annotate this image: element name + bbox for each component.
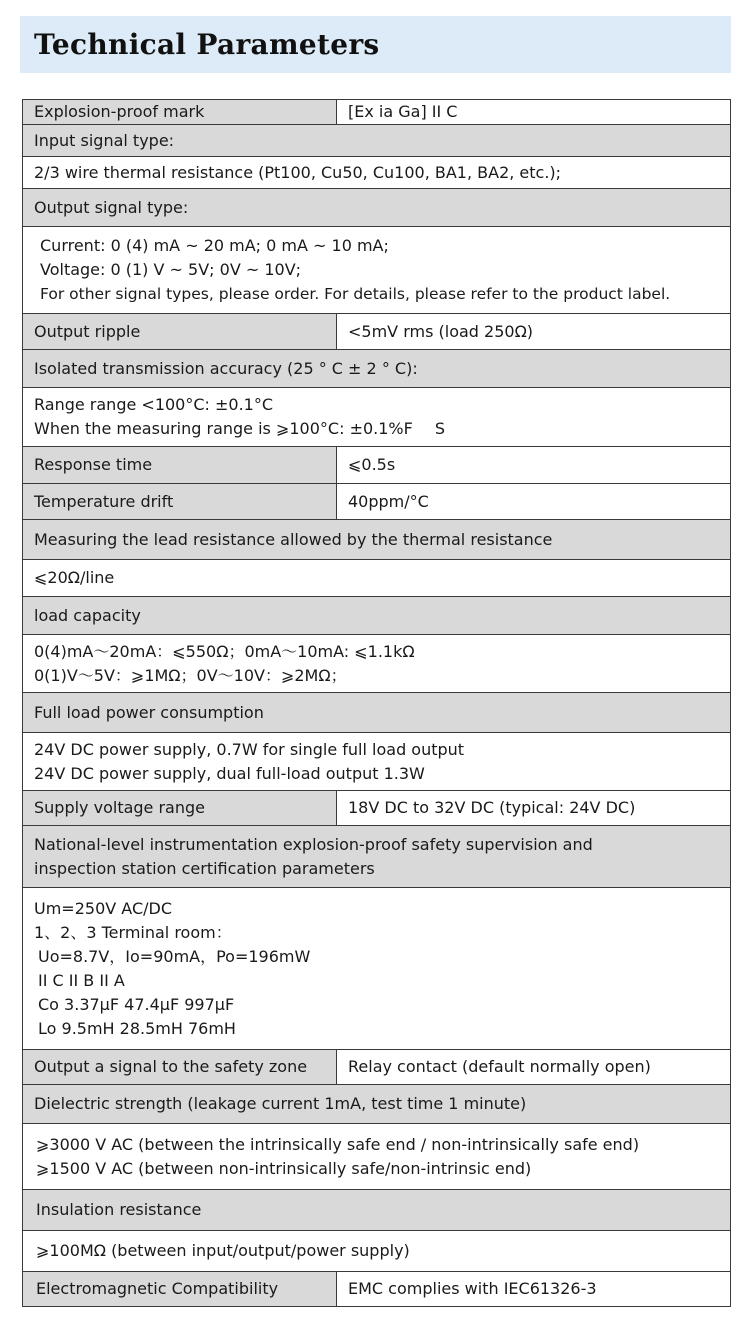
section-header: Output signal type: (23, 189, 731, 227)
certification-line: 1、2、3 Terminal room： (34, 922, 232, 942)
table-row (23, 157, 731, 189)
table-row (23, 1050, 731, 1085)
section-header: Insulation resistance (23, 1190, 731, 1231)
table-row (23, 888, 731, 1050)
row-value: ⩽0.5s (337, 447, 731, 484)
dielectric-line: ⩾1500 V AC (between non-intrinsically safe/non-intrinsic end) (36, 1158, 532, 1178)
row-value: 18V DC to 32V DC (typical: 24V DC) (337, 791, 731, 826)
row-label: Temperature drift (23, 484, 337, 520)
output-signal-line: For other signal types, please order. For details, please refer to the product label. (40, 285, 671, 303)
certification-line: II C II B II A (38, 970, 125, 990)
page-title: Technical Parameters (34, 28, 380, 61)
section-header: Isolated transmission accuracy (25 ° C ± 2 ° C): (23, 350, 731, 388)
table-row (23, 560, 731, 597)
table-row (23, 520, 731, 560)
table-row (23, 484, 731, 520)
power-line: 24V DC power supply, 0.7W for single full load output (34, 739, 465, 759)
table-row (23, 100, 731, 125)
section-value (23, 888, 731, 1050)
table-row (23, 388, 731, 447)
load-capacity-line: 0(4)mA～20mA：⩽550Ω；0mA～10mA: ⩽1.1kΩ (34, 641, 415, 661)
row-label: Output ripple (23, 314, 337, 350)
section-value (23, 733, 731, 791)
row-label: Electromagnetic Compatibility (23, 1272, 337, 1307)
output-signal-line: Current: 0 (4) mA ~ 20 mA; 0 mA ~ 10 mA; (40, 236, 389, 255)
table-row (23, 1231, 731, 1272)
section-header: Input signal type: (23, 125, 731, 157)
parameters-table (22, 99, 731, 1307)
accuracy-suffix: S (434, 419, 445, 438)
section-header: Full load power consumption (23, 693, 731, 733)
output-signal-line: Voltage: 0 (1) V ~ 5V; 0V ~ 10V; (40, 260, 302, 279)
table-row (23, 1124, 731, 1190)
section-value (23, 635, 731, 693)
table-row (23, 1085, 731, 1124)
certification-header-line: inspection station certification parameters (34, 858, 375, 878)
table-row (23, 314, 731, 350)
section-header (23, 826, 731, 888)
section-value: 2/3 wire thermal resistance (Pt100, Cu50, Cu100, BA1, BA2, etc.); (23, 157, 731, 189)
accuracy-text: When the measuring range is ⩾100°C: ±0.1%F (34, 419, 413, 438)
section-header: Dielectric strength (leakage current 1mA, test time 1 minute) (23, 1085, 731, 1124)
accuracy-line (34, 417, 719, 441)
table-row (23, 791, 731, 826)
table-row (23, 693, 731, 733)
section-value (23, 388, 731, 447)
row-value: [Ex ia Ga] II C (337, 100, 731, 125)
power-line: 24V DC power supply, dual full-load output 1.3W (34, 763, 425, 783)
certification-line: Lo 9.5mH 28.5mH 76mH (38, 1018, 236, 1038)
table-row (23, 1190, 731, 1231)
accuracy-line: Range range <100°C: ±0.1°C (34, 395, 274, 414)
table-row (23, 826, 731, 888)
row-value: <5mV rms (load 250Ω) (337, 314, 731, 350)
table-row (23, 447, 731, 484)
row-value: 40ppm/°C (337, 484, 731, 520)
load-capacity-line: 0(1)V～5V：⩾1MΩ；0V～10V：⩾2MΩ； (34, 665, 347, 685)
section-header: load capacity (23, 597, 731, 635)
section-value: ⩽20Ω/line (23, 560, 731, 597)
title-banner (20, 16, 731, 73)
table-row (23, 1272, 731, 1307)
row-label: Response time (23, 447, 337, 484)
section-value (23, 1124, 731, 1190)
row-label: Supply voltage range (23, 791, 337, 826)
certification-line: Um=250V AC/DC (34, 898, 172, 918)
row-value: EMC complies with IEC61326-3 (337, 1272, 731, 1307)
table-row (23, 597, 731, 635)
certification-header-line: National-level instrumentation explosion-proof safety supervision and (34, 834, 593, 854)
certification-line: Uo=8.7V，Io=90mA，Po=196mW (38, 946, 311, 966)
table-row (23, 733, 731, 791)
section-value (23, 227, 731, 314)
row-label: Explosion-proof mark (23, 100, 337, 125)
table-row (23, 125, 731, 157)
table-row (23, 227, 731, 314)
row-label: Output a signal to the safety zone (23, 1050, 337, 1085)
section-value: ⩾100MΩ (between input/output/power supply) (23, 1231, 731, 1272)
section-header: Measuring the lead resistance allowed by the thermal resistance (23, 520, 731, 560)
row-value: Relay contact (default normally open) (337, 1050, 731, 1085)
dielectric-line: ⩾3000 V AC (between the intrinsically safe end / non-intrinsically safe end) (36, 1134, 640, 1154)
table-row (23, 350, 731, 388)
table-row (23, 635, 731, 693)
table-row (23, 189, 731, 227)
certification-line: Co 3.37μF 47.4μF 997μF (38, 994, 235, 1014)
